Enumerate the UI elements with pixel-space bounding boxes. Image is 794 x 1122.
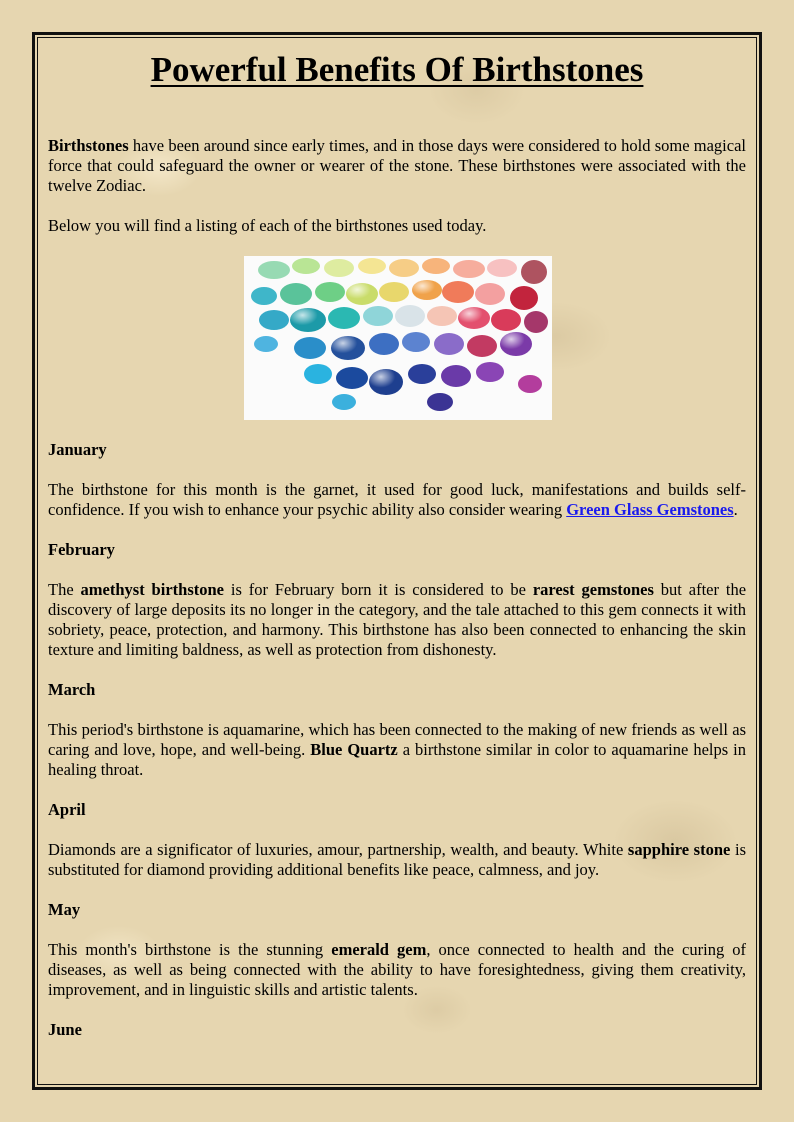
february-bold-1: amethyst birthstone	[80, 580, 224, 599]
month-heading-march: March	[48, 680, 96, 699]
march-bold-1: Blue Quartz	[310, 740, 398, 759]
february-text-2: is for February born it is considered to be	[223, 580, 533, 599]
may-text-1: This month's birthstone is the stunning	[48, 940, 332, 959]
february-bold-2: rarest gemstones	[532, 580, 654, 599]
gemstones-image	[244, 256, 552, 420]
march-text-2: a birthstone similar in color to aquamarine helps in healing throat.	[48, 740, 746, 779]
january-text: The birthstone for this month is the garnet, it used for good luck, manifestations and builds self-confidence. If you wish to enhance your psychic ability also consider wearing	[48, 480, 746, 519]
march-paragraph	[48, 720, 746, 780]
intro-paragraph	[48, 136, 746, 196]
page-title: Powerful Benefits Of Birthstones	[150, 50, 644, 89]
february-paragraph	[48, 580, 746, 660]
may-paragraph	[48, 940, 746, 1000]
may-bold-1: emerald gem	[331, 940, 427, 959]
month-heading-january: January	[48, 440, 107, 459]
month-heading-february: February	[48, 540, 115, 559]
april-bold-1: sapphire stone	[627, 840, 731, 859]
april-text-1: Diamonds are a significator of luxuries, amour, partnership, wealth, and beauty. White	[48, 840, 628, 859]
listing-paragraph: Below you will find a listing of each of the birthstones used today.	[48, 216, 487, 235]
month-heading-june: June	[48, 1020, 82, 1039]
april-paragraph	[48, 840, 746, 880]
month-heading-may: May	[48, 900, 81, 919]
document-body	[48, 46, 746, 1040]
february-text-1: The	[48, 580, 81, 599]
intro-lead: Birthstones	[48, 136, 129, 155]
january-text-end: .	[733, 500, 738, 519]
march-text-1: This period's birthstone is aquamarine, which has been connected to the making of new friends as well as caring and love, hope, and well-being.	[48, 720, 746, 759]
intro-text: have been around since early times, and in those days were considered to hold some magical force that could safeguard the owner or wearer of the stone. These birthstones were associated with the twelve Zodiac.	[48, 136, 746, 195]
may-text-2: , once connected to health and the curing of diseases, as well as being connected with the ability to have foresightedness, giving them creativity, improvement, and in linguistic skills and artistic talents.	[48, 940, 746, 999]
february-text-3: but after the discovery of large deposits its no longer in the category, and the tale attached to this gem connects it with sobriety, peace, protection, and harmony. This birthstone has also been connected to enhancing the skin texture and limiting baldness, as well as protection from dishonesty.	[48, 580, 747, 659]
april-text-2: is substituted for diamond providing additional benefits like peace, calmness, and joy.	[48, 840, 746, 879]
green-glass-gemstones-link[interactable]: Green Glass Gemstones	[566, 500, 734, 519]
january-paragraph	[48, 480, 746, 520]
month-heading-april: April	[48, 800, 86, 819]
